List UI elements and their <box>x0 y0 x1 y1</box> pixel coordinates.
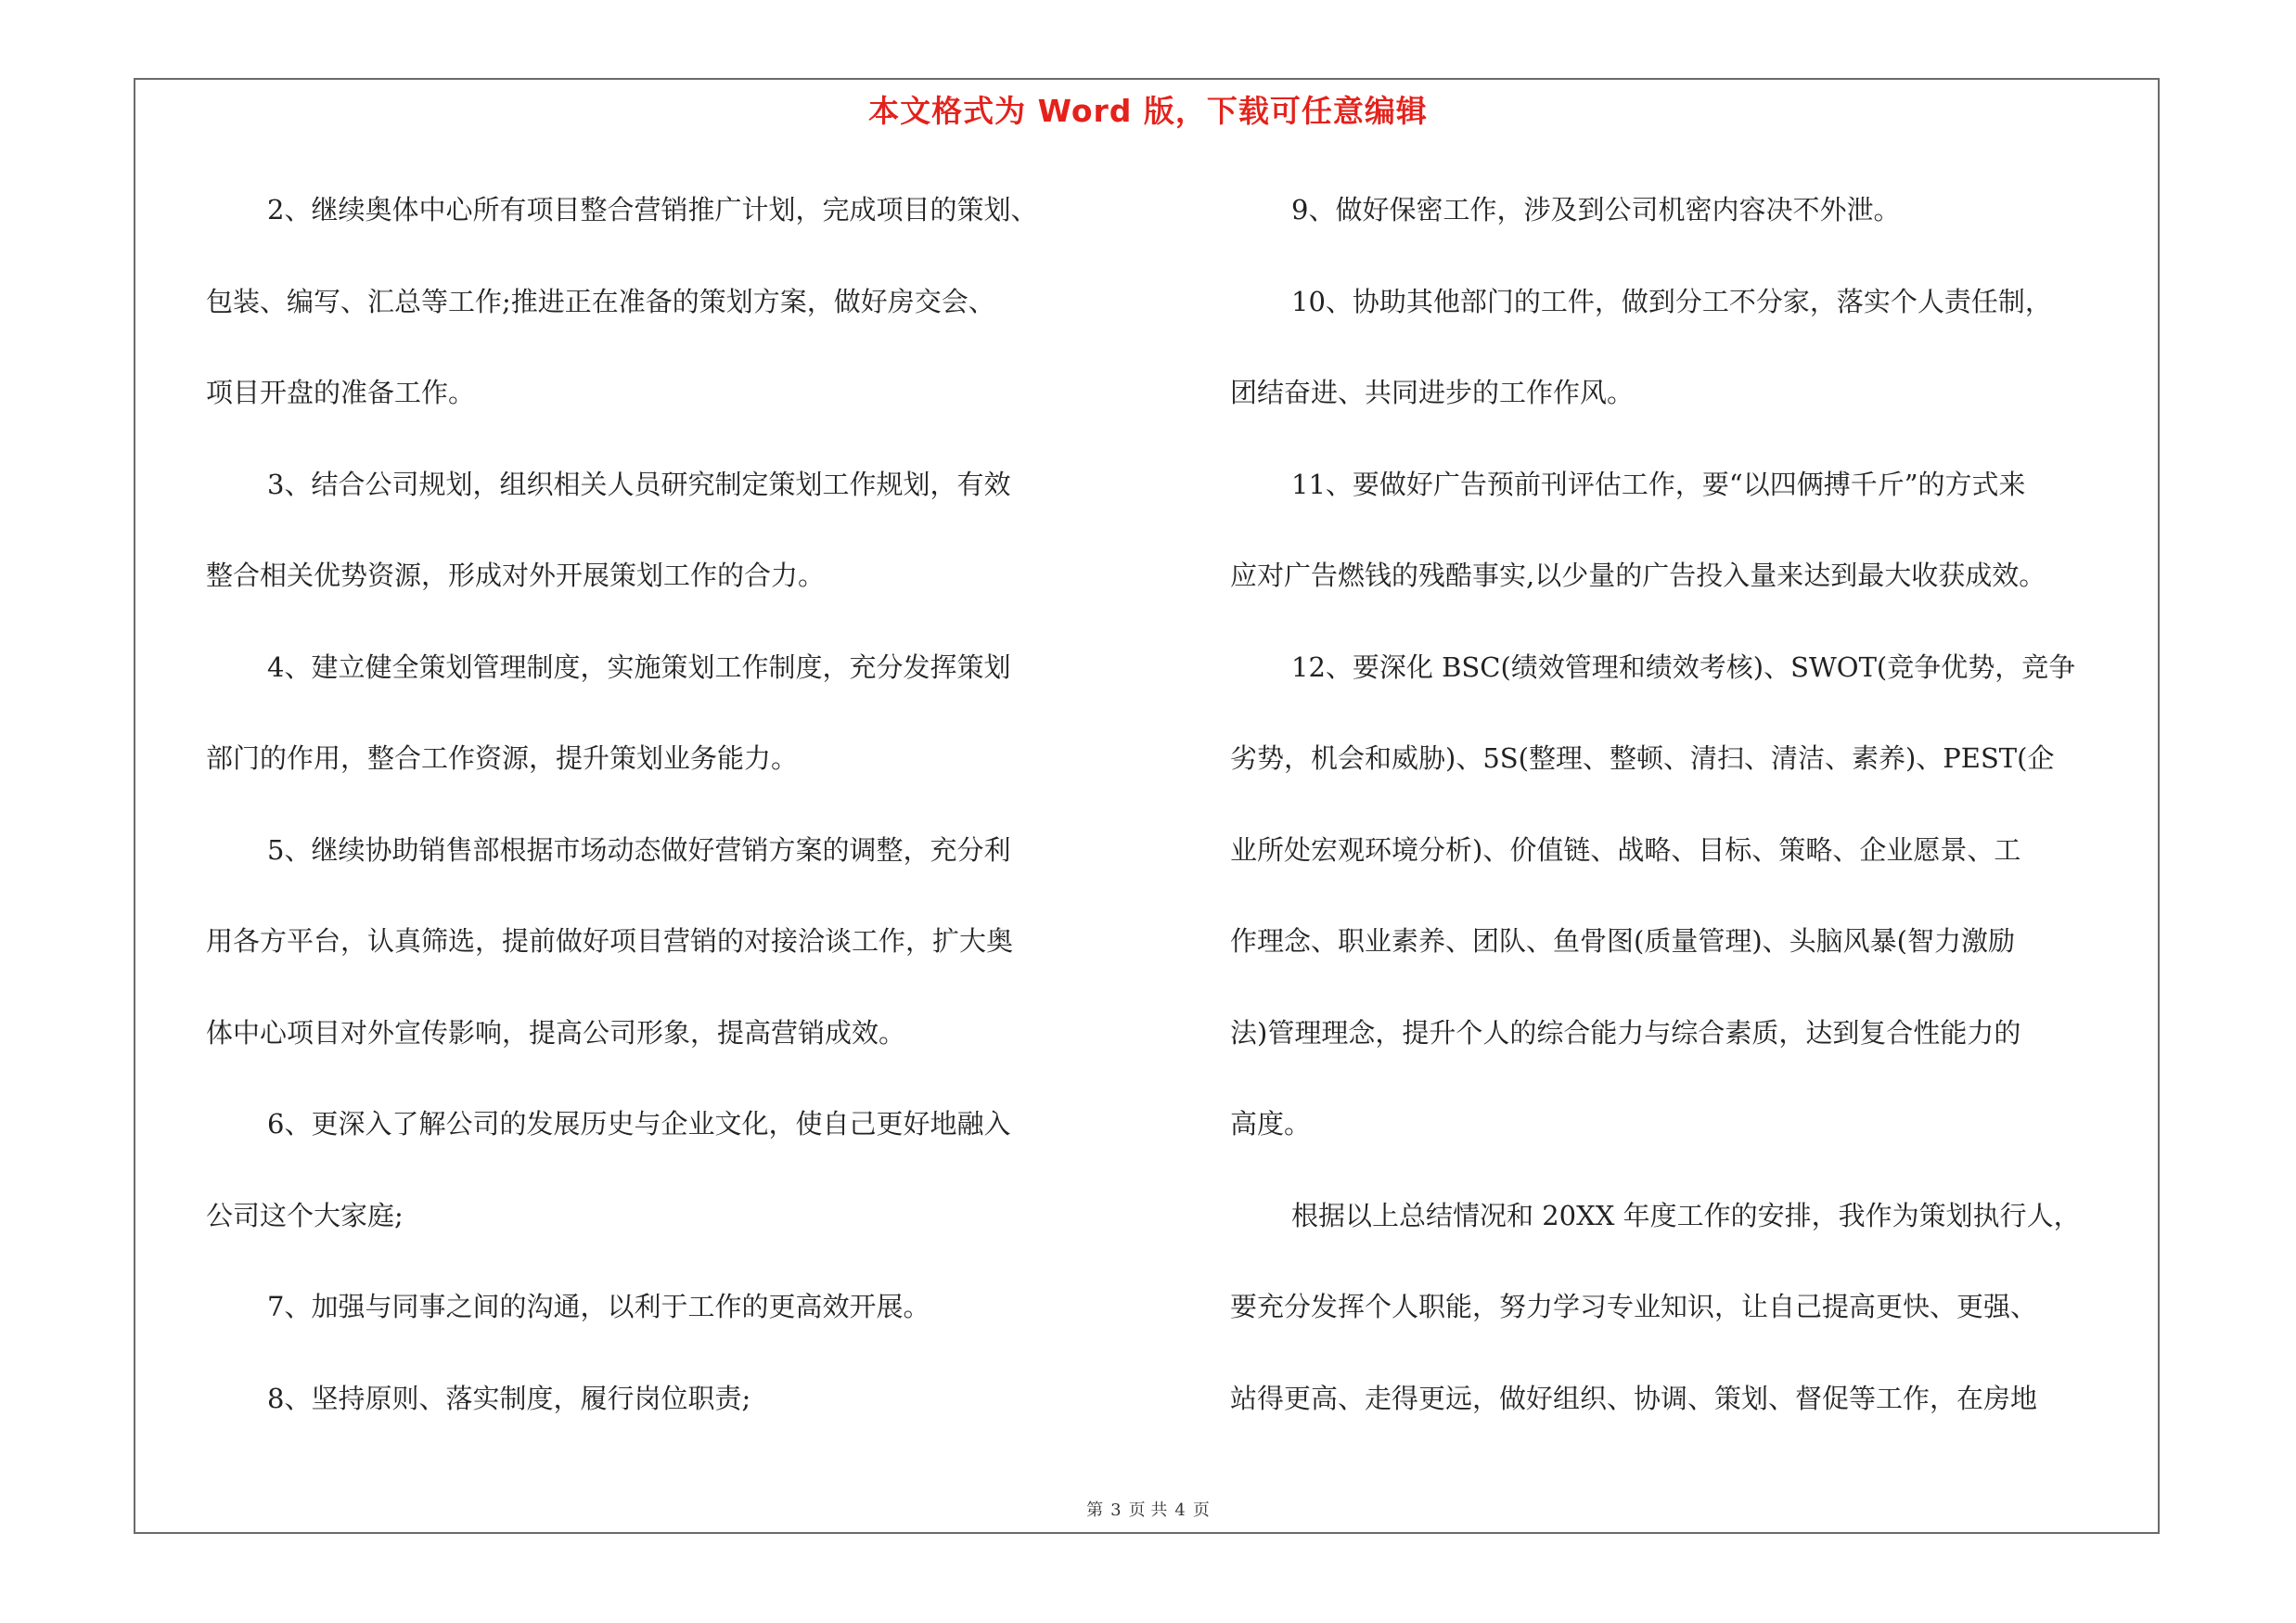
current-page-number: 3 <box>1110 1501 1122 1520</box>
text-line: 应对广告燃钱的残酷事实,以少量的广告投入量来达到最大收获成效。 <box>1230 560 2046 591</box>
footer-mid: 页 共 <box>1128 1501 1168 1520</box>
left-column <box>206 183 1152 1462</box>
text-line: 6、更深入了解公司的发展历史与企业文化，使自己更好地融入 <box>267 1108 1011 1140</box>
text-line: 项目开盘的准备工作。 <box>206 377 476 408</box>
text-line: 11、要做好广告预前刊评估工作，要“以四俩搏千斤”的方式来 <box>1291 468 2026 500</box>
text-line: 8、坚持原则、落实制度，履行岗位职责; <box>267 1382 751 1414</box>
text-line: 4、建立健全策划管理制度，实施策划工作制度，充分发挥策划 <box>267 650 1011 683</box>
text-line: 高度。 <box>1230 1108 1312 1140</box>
page-footer <box>0 1497 2296 1521</box>
text-line: 团结奋进、共同进步的工作作风。 <box>1230 377 1635 408</box>
text-line: 根据以上总结情况和 20XX 年度工作的安排，我作为策划执行人， <box>1291 1199 2081 1231</box>
text-line: 10、协助其他部门的工件，做到分工不分家，落实个人责任制， <box>1291 285 2052 317</box>
total-pages-number: 4 <box>1174 1501 1186 1520</box>
text-line: 劣势，机会和威胁)、5S(整理、整顿、清扫、清洁、素养)、PEST(企 <box>1230 742 2055 774</box>
text-line: 2、继续奥体中心所有项目整合营销推广计划，完成项目的策划、 <box>267 194 1038 225</box>
text-line: 9、做好保密工作，涉及到公司机密内容决不外泄。 <box>1291 194 1901 225</box>
text-line: 作理念、职业素养、团队、鱼骨图(质量管理)、头脑风暴(智力激励 <box>1230 925 2015 957</box>
footer-suffix: 页 <box>1192 1501 1210 1520</box>
footer-prefix: 第 <box>1086 1501 1104 1520</box>
text-line: 12、要深化 BSC(绩效管理和绩效考核)、SWOT(竞争优势，竞争 <box>1291 650 2076 683</box>
text-line: 整合相关优势资源，形成对外开展策划工作的合力。 <box>206 560 826 591</box>
header-title: 本文格式为 Word 版，下载可任意编辑 <box>868 93 1428 129</box>
text-line: 体中心项目对外宣传影响，提高公司形象，提高营销成效。 <box>206 1016 906 1049</box>
text-line: 3、结合公司规划，组织相关人员研究制定策划工作规划，有效 <box>267 468 1011 500</box>
text-line: 法)管理理念，提升个人的综合能力与综合素质，达到复合性能力的 <box>1230 1016 2021 1049</box>
text-line: 要充分发挥个人职能，努力学习专业知识，让自己提高更快、更强、 <box>1230 1291 2038 1322</box>
text-line: 部门的作用，整合工作资源，提升策划业务能力。 <box>206 742 799 774</box>
text-line: 站得更高、走得更远，做好组织、协调、策划、督促等工作，在房地 <box>1230 1382 2038 1414</box>
text-line: 包装、编写、汇总等工作;推进正在准备的策划方案，做好房交会、 <box>206 285 995 317</box>
text-line: 5、继续协助销售部根据市场动态做好营销方案的调整，充分利 <box>267 833 1011 866</box>
text-line: 公司这个大家庭; <box>206 1199 404 1231</box>
text-line: 用各方平台，认真筛选，提前做好项目营销的对接洽谈工作，扩大奥 <box>206 925 1014 957</box>
text-line: 7、加强与同事之间的沟通，以利于工作的更高效开展。 <box>267 1291 930 1322</box>
text-line: 业所处宏观环境分析)、价值链、战略、目标、策略、企业愿景、工 <box>1230 833 2021 866</box>
right-column <box>1230 183 2158 1462</box>
